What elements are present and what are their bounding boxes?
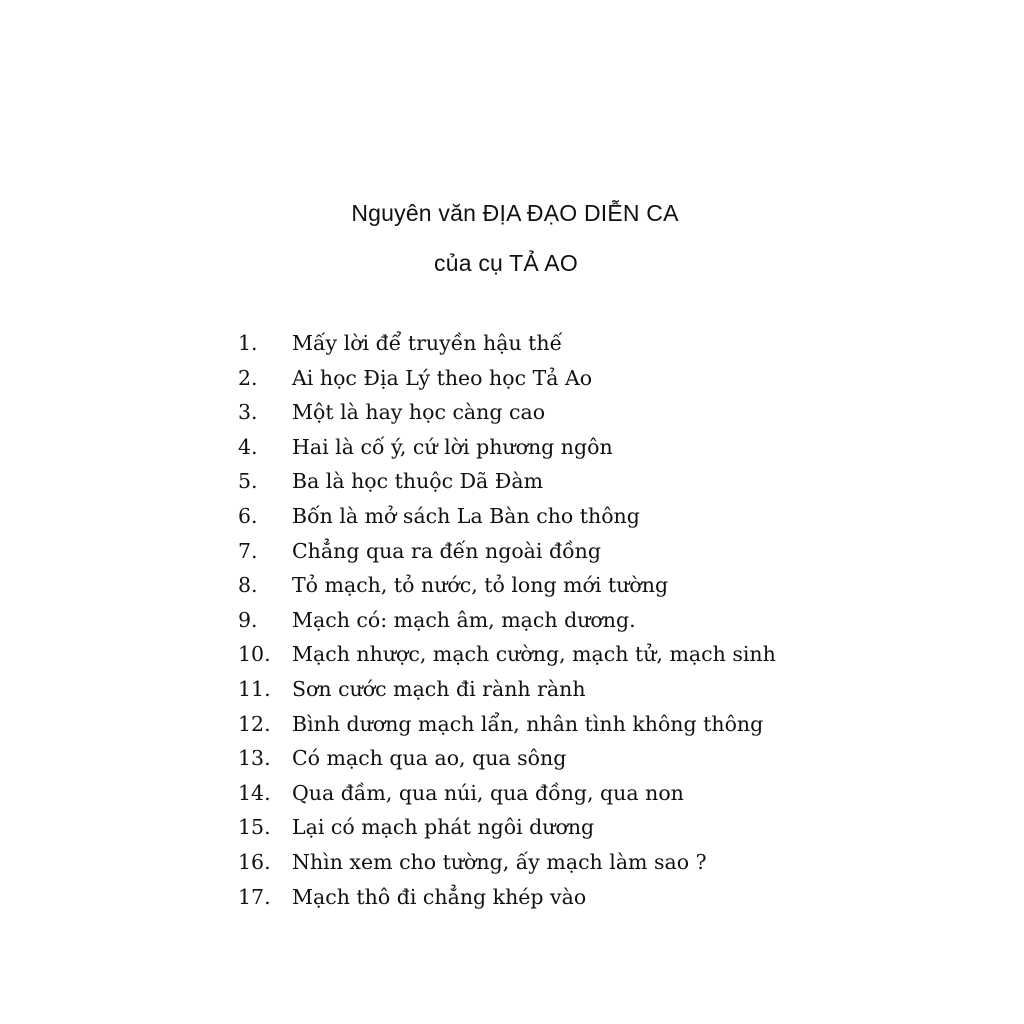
verse-number: 2.	[238, 365, 258, 390]
verse-line	[238, 845, 938, 880]
verse-number: 16.	[238, 849, 271, 874]
verse-number: 13.	[238, 746, 271, 771]
verse-number: 4.	[238, 434, 258, 459]
poem-author: của cụ TẢ AO	[434, 250, 578, 276]
verse-number: 8.	[238, 573, 258, 598]
verse-line	[238, 499, 938, 534]
verse-text: Ai học Địa Lý theo học Tả Ao	[292, 365, 593, 390]
verse-text: Chẳng qua ra đến ngoài đồng	[292, 538, 601, 563]
verse-number: 17.	[238, 884, 271, 909]
verse-line	[238, 810, 938, 845]
verse-line	[238, 430, 938, 465]
verse-number: 6.	[238, 503, 258, 528]
verse-text: Sơn cước mạch đi rành rành	[292, 676, 586, 701]
verse-text: Nhìn xem cho tường, ấy mạch làm sao ?	[292, 849, 707, 874]
verse-text: Lại có mạch phát ngôi dương	[292, 815, 595, 840]
verse-number: 10.	[238, 642, 271, 667]
verse-line	[238, 707, 938, 742]
verse-number: 9.	[238, 607, 258, 632]
verse-number: 1.	[238, 331, 258, 355]
verse-line	[238, 395, 938, 430]
verse-text: Một là hay học càng cao	[292, 400, 546, 425]
verse-line	[238, 361, 938, 396]
verse-text: Mạch có: mạch âm, mạch dương.	[292, 607, 636, 632]
verse-text: Bình dương mạch lẩn, nhân tình không thông	[292, 711, 764, 736]
verse-text: Mạch nhược, mạch cường, mạch tử, mạch sinh	[292, 642, 776, 667]
verse-text: Bốn là mở sách La Bàn cho thông	[292, 503, 640, 528]
verse-number: 15.	[238, 815, 271, 840]
verse-number: 5.	[238, 469, 258, 494]
verse-line	[238, 637, 938, 672]
poem-title: Nguyên văn ĐỊA ĐẠO DIỄN CA	[351, 200, 679, 226]
verse-text: Tỏ mạch, tỏ nước, tỏ long mới tường	[292, 573, 669, 598]
verse-line	[238, 464, 938, 499]
verse-list	[238, 326, 938, 914]
verse-text: Mấy lời để truyền hậu thế	[292, 331, 563, 355]
verse-line	[238, 326, 938, 361]
verse-line	[238, 568, 938, 603]
verse-number: 14.	[238, 780, 271, 805]
verse-line	[238, 534, 938, 569]
verse-line	[238, 776, 938, 811]
verse-line	[238, 672, 938, 707]
verse-text: Có mạch qua ao, qua sông	[292, 746, 567, 771]
poem-heading	[0, 196, 1024, 296]
verse-line	[238, 603, 938, 638]
verse-number: 11.	[238, 676, 271, 701]
verse-text: Mạch thô đi chẳng khép vào	[292, 884, 587, 909]
verse-line	[238, 880, 938, 915]
verse-text: Qua đầm, qua núi, qua đồng, qua non	[292, 780, 684, 805]
verse-text: Hai là cố ý, cứ lời phương ngôn	[292, 434, 613, 459]
verse-number: 3.	[238, 400, 258, 425]
verse-number: 12.	[238, 711, 271, 736]
verse-number: 7.	[238, 538, 258, 563]
verse-line	[238, 741, 938, 776]
verse-text: Ba là học thuộc Dã Đàm	[292, 469, 544, 494]
